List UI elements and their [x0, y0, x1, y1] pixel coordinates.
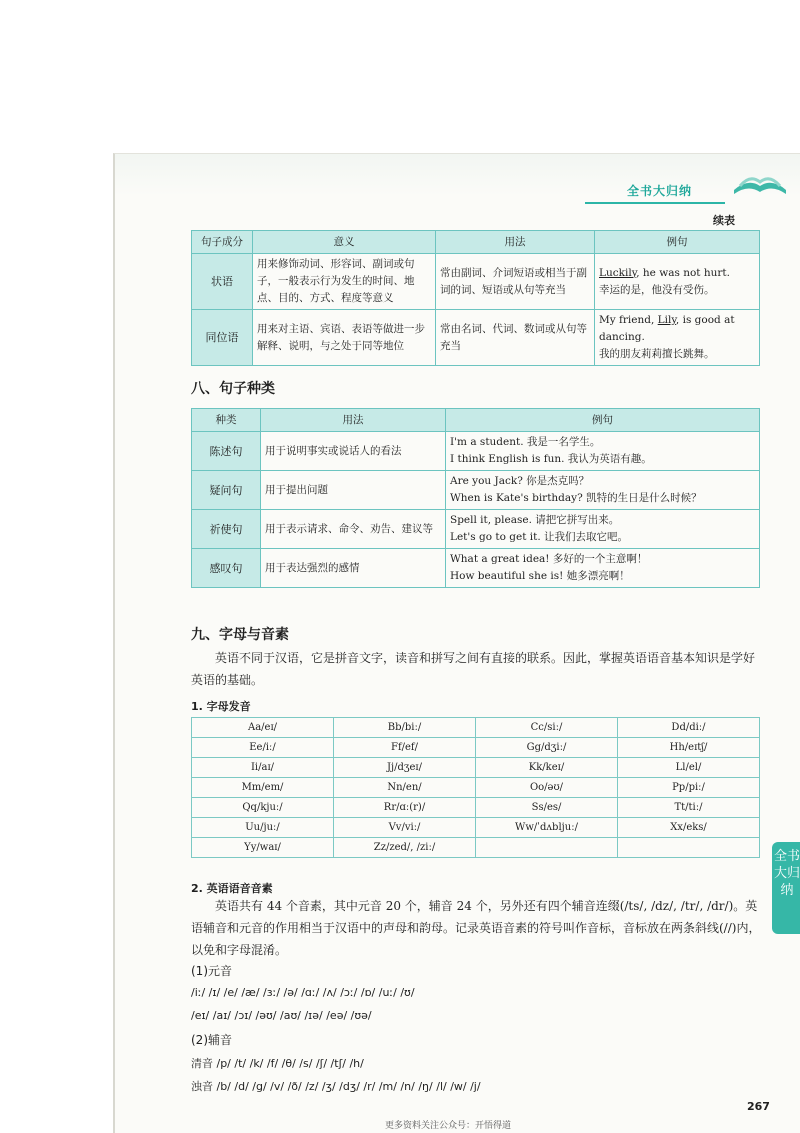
letter-cell: Hh/eɪtʃ/ [618, 738, 760, 758]
col-header: 意义 [253, 231, 436, 254]
row-category: 状语 [192, 254, 253, 310]
row-usage: 用于表达强烈的感情 [261, 549, 446, 588]
vowels-line-1: /iː/ /ɪ/ /e/ /æ/ /ɜː/ /ə/ /ɑː/ /ʌ/ /ɔː/ /ɒ/ /uː/ /ʊ/ [191, 986, 415, 999]
header-strip [115, 154, 800, 196]
table-row [192, 758, 760, 778]
footer-note: 更多资料关注公众号：开悟得道 [385, 1121, 512, 1131]
letter-cell: Aa/eɪ/ [192, 718, 334, 738]
letter-cell: Ii/aɪ/ [192, 758, 334, 778]
sentence-types-table [191, 408, 760, 588]
section-8-title: 八、句子种类 [191, 381, 275, 397]
row-category: 祈使句 [192, 510, 261, 549]
example-underlined-word: Luckily [599, 266, 637, 279]
row-usage: 用于提出问题 [261, 471, 446, 510]
example-en: , is good at dancing. [599, 314, 735, 343]
consonant-label: (2)辅音 [191, 1033, 232, 1047]
col-header: 句子成分 [192, 231, 253, 254]
col-header: 用法 [261, 409, 446, 432]
row-example [595, 254, 760, 310]
letter-cell [618, 838, 760, 858]
letter-cell: Ss/es/ [476, 798, 618, 818]
letter-cell: Cc/siː/ [476, 718, 618, 738]
example-1: Spell it, please. 请把它拼写出来。 [450, 514, 620, 526]
letter-cell: Mm/em/ [192, 778, 334, 798]
letter-cell: Nn/en/ [334, 778, 476, 798]
row-category: 陈述句 [192, 432, 261, 471]
table-row [192, 310, 760, 366]
table-header-row [192, 409, 760, 432]
example-underlined-word: Lily [657, 314, 676, 326]
table-row [192, 510, 760, 549]
example-1: Are you Jack? 你是杰克吗？ [450, 475, 590, 487]
example-en: My friend, [599, 314, 658, 326]
letter-cell: Dd/diː/ [618, 718, 760, 738]
table-row [192, 471, 760, 510]
letter-cell: Bb/biː/ [334, 718, 476, 738]
col-header: 例句 [595, 231, 760, 254]
row-usage: 用于表示请求、命令、劝告、建议等 [261, 510, 446, 549]
example-2: When is Kate's birthday? 凯特的生日是什么时候？ [450, 492, 702, 504]
voiced-consonants: 浊音 /b/ /d/ /g/ /v/ /ð/ /z/ /ʒ/ /dʒ/ /r/ /m/ /n/ /ŋ/ /l/ /w/ /j/ [191, 1080, 481, 1093]
phonemes-subtitle: 2. 英语语音音素 [191, 882, 273, 895]
row-usage: 用于说明事实或说话人的看法 [261, 432, 446, 471]
row-example [446, 471, 760, 510]
example-2: I think English is fun. 我认为英语有趣。 [450, 453, 652, 465]
letter-cell: Vv/viː/ [334, 818, 476, 838]
side-tab-label: 全书大归纳 [773, 849, 800, 898]
brand-underline [585, 202, 725, 204]
letter-pronunciation-table [191, 717, 760, 858]
letter-cell: Jj/dʒeɪ/ [334, 758, 476, 778]
row-meaning: 用来修饰动词、形容词、副词或句子，一般表示行为发生的时间、地点、目的、方式、程度等意义 [253, 254, 436, 310]
col-header: 例句 [446, 409, 760, 432]
example-2: Let's go to get it. 让我们去取它吧。 [450, 531, 629, 543]
vowels-line-2: /eɪ/ /aɪ/ /ɔɪ/ /əʊ/ /aʊ/ /ɪə/ /eə/ /ʊə/ [191, 1009, 372, 1022]
side-tab [772, 842, 800, 934]
row-example [595, 310, 760, 366]
brand-label: 全书大归纳 [627, 184, 693, 198]
book-page [113, 153, 800, 1133]
letter-cell: Gg/dʒiː/ [476, 738, 618, 758]
table-row [192, 798, 760, 818]
voiceless-consonants: 清音 /p/ /t/ /k/ /f/ /θ/ /s/ /ʃ/ /tʃ/ /h/ [191, 1057, 364, 1070]
row-usage: 常由名词、代词、数词或从句等充当 [436, 310, 595, 366]
page-number: 267 [747, 1100, 770, 1113]
example-1: What a great idea! 多好的一个主意啊！ [450, 553, 648, 565]
table-row [192, 549, 760, 588]
table-row [192, 432, 760, 471]
example-cn: 幸运的是，他没有受伤。 [599, 283, 715, 296]
letter-cell: Uu/juː/ [192, 818, 334, 838]
letter-cell: Qq/kjuː/ [192, 798, 334, 818]
table-row [192, 818, 760, 838]
letter-cell: Ff/ef/ [334, 738, 476, 758]
letter-cell [476, 838, 618, 858]
letter-cell: Xx/eks/ [618, 818, 760, 838]
example-cn: 我的朋友莉莉擅长跳舞。 [599, 348, 715, 360]
letter-cell: Rr/ɑː(r)/ [334, 798, 476, 818]
row-usage: 常由副词、介词短语或相当于副词的词、短语或从句等充当 [436, 254, 595, 310]
continued-label: 续表 [713, 214, 735, 227]
letter-cell: Kk/keɪ/ [476, 758, 618, 778]
row-example [446, 432, 760, 471]
table-row [192, 738, 760, 758]
example-2: How beautiful she is! 她多漂亮啊！ [450, 570, 630, 582]
letter-cell: Yy/waɪ/ [192, 838, 334, 858]
intro-paragraph: 英语不同于汉语，它是拼音文字，读音和拼写之间有直接的联系。因此，掌握英语语音基本知识是学好英语的基础。 [191, 651, 756, 687]
col-header: 种类 [192, 409, 261, 432]
section-9-title: 九、字母与音素 [191, 627, 289, 643]
sentence-components-table [191, 230, 760, 366]
letter-cell: Ee/iː/ [192, 738, 334, 758]
letter-cell: Ww/ˈdʌbljuː/ [476, 818, 618, 838]
row-example [446, 549, 760, 588]
letters-subtitle: 1. 字母发音 [191, 700, 251, 713]
table-row [192, 838, 760, 858]
open-book-icon [730, 168, 790, 198]
row-meaning: 用来对主语、宾语、表语等做进一步解释、说明，与之处于同等地位 [253, 310, 436, 366]
letter-cell: Ll/el/ [618, 758, 760, 778]
table-header-row [192, 231, 760, 254]
row-category: 同位语 [192, 310, 253, 366]
example-1: I'm a student. 我是一名学生。 [450, 436, 601, 448]
example-en: , he was not hurt. [636, 266, 730, 279]
table-row [192, 254, 760, 310]
col-header: 用法 [436, 231, 595, 254]
row-example [446, 510, 760, 549]
letter-cell: Oo/əʊ/ [476, 778, 618, 798]
phoneme-paragraph: 英语共有 44 个音素，其中元音 20 个，辅音 24 个，另外还有四个辅音连缀(/ts/, /dz/, /tr/, /dr/)。英语辅音和元音的作用相当于汉语中的声母和韵母。记录英语音素的符号叫作音标，音标放在两条斜线(//)内，以免和字母混淆。 [191, 899, 761, 957]
letter-cell: Tt/tiː/ [618, 798, 760, 818]
table-row [192, 718, 760, 738]
vowel-label: (1)元音 [191, 964, 232, 978]
row-category: 感叹句 [192, 549, 261, 588]
row-category: 疑问句 [192, 471, 261, 510]
letter-cell: Zz/zed/, /ziː/ [334, 838, 476, 858]
letter-cell: Pp/piː/ [618, 778, 760, 798]
table-row [192, 778, 760, 798]
